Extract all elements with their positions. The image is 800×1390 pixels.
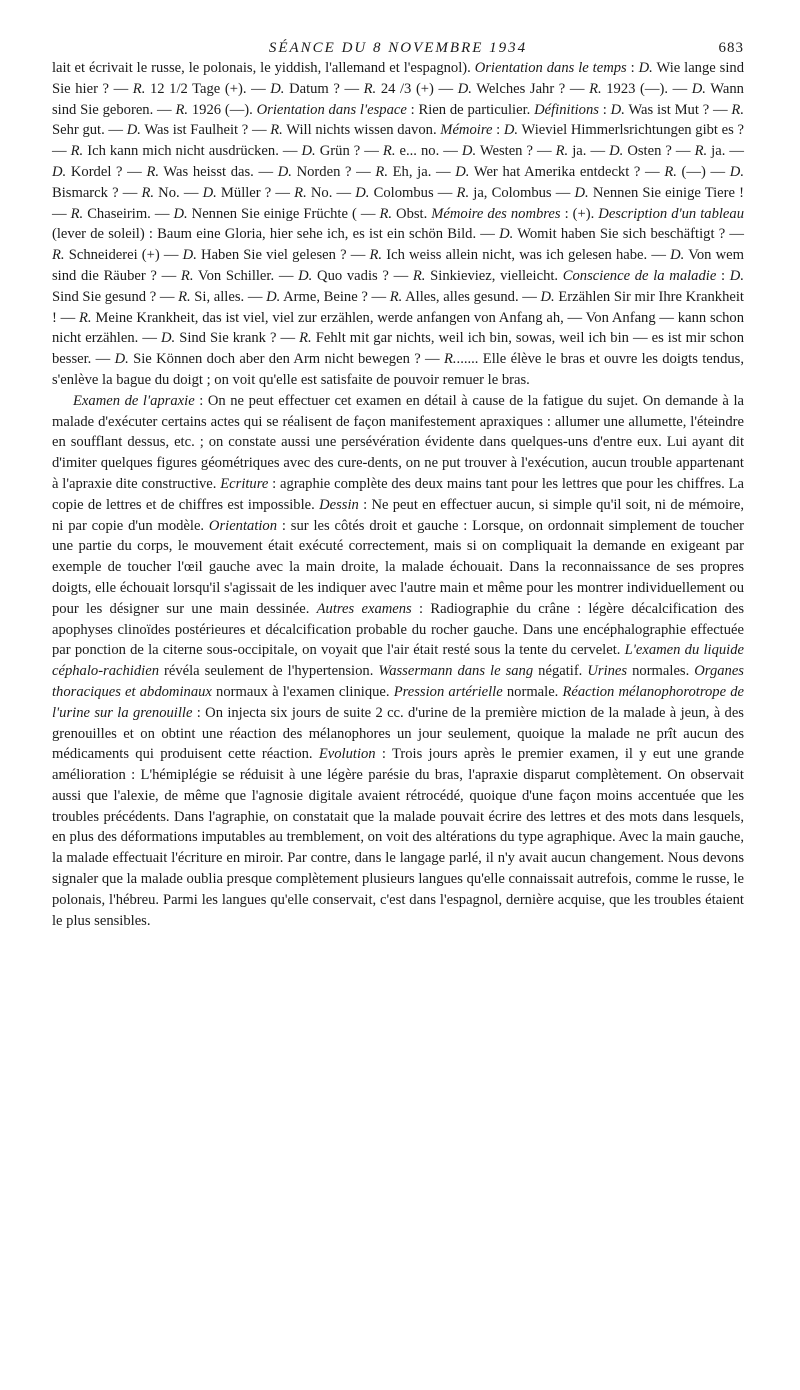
text-run: Obst. — [392, 205, 432, 222]
text-run: 1926 (—). — [188, 101, 257, 118]
italic-run: R. — [694, 143, 708, 160]
text-run: Meine Krankheit, das ist viel, viel zur erzählen, werde anfangen von Anfang ah, — Von Anfang — kann schon nicht erzählen. — — [52, 309, 744, 347]
text-run: Chaseirim. — — [83, 205, 174, 222]
italic-run: D. — [729, 163, 744, 180]
italic-run: D. — [270, 80, 285, 97]
body-text — [52, 58, 744, 931]
text-run: Sind Sie gesund ? — — [52, 288, 179, 305]
italic-run: Ecriture — [220, 475, 269, 492]
italic-run: D. — [610, 101, 625, 118]
text-run: : — [626, 60, 639, 76]
text-run: e... no. — — [395, 143, 462, 160]
italic-run: D. — [574, 184, 589, 201]
text-run: Datum ? — — [284, 80, 364, 97]
text-run: Ich kann mich nicht ausdrücken. — — [83, 143, 302, 160]
text-run: Nennen Sie einige Tiere ! — — [52, 184, 745, 222]
text-run: (lever de soleil) : Baum eine Gloria, hier sehe ich, es ist ein schön Bild. — — [52, 226, 500, 243]
text-run: : sur les côtés droit et gauche : Lorsque, on ordonnait simplement de toucher une partie du corps, le mouvement était exécuté correctement, mais si on compliquait la demande en exigeant par exemple de toucher l'œil gauche avec la main droite, la malade échouait. Dans la reconnaissance de ses propres doigts, elle échouait lorsqu'il s'agissait de les indiquer avec l'autre main et même pour les montrer individuellement ou pour les désigner sur une main dessinée. — [52, 517, 744, 617]
italic-run: D. — [691, 80, 706, 97]
italic-run: Réaction mélanophorotrope de l'urine sur la grenouille — [52, 683, 744, 721]
italic-run: R. — [375, 163, 388, 180]
text-run: Nennen Sie einige Früchte ( — — [187, 205, 380, 222]
text-run: Norden ? — — [291, 163, 376, 180]
text-run: normales. — [627, 663, 695, 680]
text-run: Wie lange sind Sie hier ? — — [52, 60, 744, 97]
paragraph-examination — [52, 391, 744, 932]
italic-run: R. — [363, 80, 377, 97]
italic-run: D. — [114, 351, 129, 368]
text-run: Osten ? — — [623, 143, 695, 160]
text-run: : Ne peut en effectuer aucun, si simple qu'il soit, ni de mémoire, ni par copie d'un modèle. — [52, 496, 744, 534]
italic-run: Examen de l'apraxie — [73, 392, 195, 409]
italic-run: R. — [270, 122, 283, 139]
text-run: : Radiographie du crâne : légère décalcification des apophyses clinoïdes postérieures et décalcification probable du rocher gauche. Dans une encéphalographie effectuée par ponction de la citerne sous-occipitale, on voyait que l'air était resté sous la tente du cervelet. — [52, 600, 744, 659]
text-run: : Trois jours après le premier examen, il y eut une grande amélioration : L'hémiplégie se réduisit à une légère parésie du bras, l'apraxie disparut complètement. On observait aussi que l'alexie, de même que l'agnosie digitale avaient rétrocédé, quoique d'une façon moins accentuée que les troubles précédents. Dans l'agraphie, on constatait que la malade pouvait écrire des lettres et des mots dans lesquels, en plus des déformations imputables au tremblement, on voit des altérations du type agraphique. Avec la main gauche, la malade effectuait l'écriture en miroir. Par contre, dans le langage parlé, il n'y avait aucun changement. Nous devons signaler que la malade oublia presque complètement plusieurs langues qu'elle connaissait autrefois, comme le russe, le polonais, l'hébreu. Parmi les langues qu'elle conservait, c'est dans l'espagnol, dernière acquise, que les troubles étaient le plus sensibles. — [52, 746, 744, 929]
italic-run: R. — [369, 247, 383, 264]
italic-run: D. — [298, 267, 313, 284]
text-run: Quo vadis ? — — [312, 267, 413, 284]
italic-run: D. — [355, 184, 370, 201]
text-run: Si, alles. — — [190, 288, 267, 305]
text-run: Von wem sind die Räuber ? — — [52, 247, 744, 284]
text-run: Bismarck ? — — [52, 184, 142, 201]
text-run: : — [492, 122, 504, 139]
italic-run: Orientation dans l'espace — [256, 101, 407, 118]
text-run: négatif. — [533, 663, 588, 680]
page-header — [52, 0, 744, 58]
text-run: ja. — — [707, 143, 744, 160]
text-run: Alles, alles gesund. — — [402, 288, 541, 305]
text-run: : Rien de particulier. — [406, 101, 535, 118]
text-run: révéla seulement de l'hypertension. — [159, 663, 379, 680]
italic-run: D. — [503, 122, 519, 139]
text-run: ja. — — [568, 143, 610, 160]
italic-run: D. — [126, 122, 141, 139]
text-run: Westen ? — — [476, 143, 556, 160]
italic-run: Orientation — [208, 517, 278, 534]
text-run: Colombus — — [369, 184, 457, 201]
italic-run: D. — [670, 247, 685, 264]
italic-run: D. — [729, 267, 744, 284]
italic-run: D. — [301, 143, 316, 160]
text-run: Was ist Faulheit ? — — [140, 122, 271, 139]
text-run: Sinkieviez, vielleicht. — [425, 267, 563, 284]
italic-run: D. — [173, 205, 188, 222]
italic-run: D. — [609, 143, 624, 160]
text-run: ...... Elle élève le bras et ouvre les doigts tendus, s'enlève la bague du doigt ; on voit qu'elle est satisfaite de pouvoir remuer le bras. — [52, 351, 744, 388]
text-run: Von Schiller. — — [193, 267, 299, 284]
italic-run: D. — [202, 184, 217, 201]
italic-run: R. — [412, 267, 426, 284]
text-run: 1923 (—). — — [601, 80, 692, 97]
italic-run: Organes thoraciques et abdominaux — [52, 663, 744, 700]
text-run: : On injecta six jours de suite 2 cc. d'urine de la première miction de la malade à jeun, à des grenouilles et on obtint une réaction des mélanophores un jour seulement, quoique la malade ne prît aucun des médicaments qui produisent cette réaction. — [52, 704, 744, 763]
italic-run: Définitions — [534, 101, 599, 118]
text-run: Eh, ja. — — [387, 163, 456, 180]
italic-run: R. — [731, 101, 744, 118]
text-run: Welches Jahr ? — — [471, 80, 590, 97]
italic-run: R. — [175, 101, 189, 118]
text-run: normaux à l'examen clinique. — [211, 683, 394, 700]
text-run: ja, Colombus — — [469, 184, 575, 201]
text-run: Wieviel Himmerlsrichtungen gibt es ? — — [52, 122, 745, 160]
text-run: Wer hat Amerika entdeckt ? — — [469, 163, 665, 180]
italic-run: D. — [638, 60, 653, 76]
italic-run: R. — [382, 143, 396, 160]
text-run: Was heisst das. — — [159, 163, 278, 180]
italic-run: R. — [389, 288, 403, 305]
paragraph-dialogue — [52, 58, 744, 391]
italic-run: R. — [70, 205, 84, 222]
text-run: Wann sind Sie geboren. — — [52, 80, 744, 118]
italic-run: Autres examens — [316, 600, 412, 617]
text-run: 12 1/2 Tage (+). — — [145, 80, 271, 97]
italic-run: R. — [70, 143, 84, 160]
italic-run: R. — [294, 184, 307, 201]
italic-run: D. — [455, 163, 470, 180]
italic-run: D. — [457, 80, 472, 97]
italic-run: R. — [178, 288, 191, 305]
italic-run: R. — [379, 205, 393, 222]
text-run: : — [716, 267, 730, 284]
italic-run: R. — [146, 163, 160, 180]
italic-run: R. — [141, 184, 155, 201]
text-run: Erzählen Sir mir Ihre Krankheit ! — — [52, 288, 744, 326]
text-run: Ich weiss allein nicht, was ich gelesen habe. — — [382, 247, 671, 264]
italic-run: R. — [79, 309, 92, 326]
text-run: Womit haben Sie sich beschäftigt ? — — [513, 226, 744, 243]
text-run: Sehr gut. — — [52, 122, 127, 139]
italic-run: R. — [132, 80, 146, 97]
text-run: Schneiderei (+) — — [64, 247, 183, 264]
running-title: SÉANCE DU 8 NOVEMBRE 1934 — [268, 40, 528, 56]
italic-run: R. — [555, 143, 569, 160]
text-run: : (+). — [560, 205, 599, 222]
italic-run: Wassermann dans le sang — [378, 663, 534, 680]
text-run: : — [598, 101, 611, 118]
italic-run: D. — [266, 288, 281, 305]
italic-run: Evolution — [318, 746, 376, 763]
text-run: Was ist Mut ? — — [624, 101, 732, 118]
italic-run: R. — [589, 80, 602, 97]
italic-run: Mémoire des nombres — [431, 205, 561, 222]
italic-run: Dessin — [319, 496, 359, 513]
text-run: Müller ? — — [216, 184, 295, 201]
text-run: normale. — [502, 683, 563, 700]
document-page — [52, 0, 744, 931]
italic-run: D. — [540, 288, 555, 305]
italic-run: Description d'un tableau — [598, 205, 744, 222]
italic-run: Urines — [587, 663, 628, 680]
italic-run: R. — [664, 163, 677, 180]
italic-run: R. — [443, 351, 457, 368]
italic-run: D. — [277, 163, 292, 180]
italic-run: R. — [456, 184, 470, 201]
text-run: Sind Sie krank ? — — [175, 330, 300, 347]
text-run: Will nichts wissen davon. — [282, 122, 441, 139]
italic-run: D. — [160, 330, 176, 347]
italic-run: Conscience de la maladie — [562, 267, 717, 284]
text-run: lait et écrivait le russe, le polonais, le yiddish, l'allemand et l'espagnol). — [52, 60, 475, 76]
italic-run: D. — [182, 247, 197, 264]
italic-run: Orientation dans le temps — [474, 60, 627, 76]
text-run: (—) — — [676, 163, 730, 180]
italic-run: R. — [52, 247, 65, 264]
page-number: 683 — [718, 40, 744, 56]
text-run: : agraphie complète des deux mains tant pour les lettres que pour les chiffres. La copie de lettres et de chiffres est impossible. — [52, 475, 744, 513]
text-run: Arme, Beine ? — — [280, 288, 390, 305]
text-run: Fehlt mit gar nichts, weil ich bin, sowas, weil ich bin — es ist mir schon besser. — — [52, 330, 744, 368]
text-run: Sie Können doch aber den Arm nicht bewegen ? — — [128, 351, 444, 368]
italic-run: L'examen du liquide céphalo-rachidien — [52, 642, 744, 680]
text-run: : On ne peut effectuer cet examen en détail à cause de la fatigue du sujet. On demande à la malade d'exécuter certains actes qui se réalisent de façon manifestement apraxiques : allumer une allumette, l'éteindre en soufflant dessus, etc. ; on constate aussi une persévération évidente dans quelques-uns d'entre eux. Lui ayant dit d'imiter quelques figures géométriques avec des cure-dents, on ne put trouver à l'exécution, aucun trouble appartenant à l'apraxie dite constructive. — [52, 392, 744, 492]
italic-run: D. — [499, 226, 514, 243]
text-run: No. — — [154, 184, 203, 201]
text-run: 24 /3 (+) — — [376, 80, 458, 97]
italic-run: R. — [299, 330, 312, 347]
text-run: Kordel ? — — [66, 163, 147, 180]
text-run: Haben Sie viel gelesen ? — — [196, 247, 370, 264]
italic-run: D. — [461, 143, 477, 160]
italic-run: D. — [52, 163, 67, 180]
text-run: Grün ? — — [315, 143, 383, 160]
italic-run: R. — [180, 267, 194, 284]
text-run: No. — — [306, 184, 356, 201]
italic-run: Mémoire — [440, 122, 493, 139]
italic-run: Pression artérielle — [393, 683, 503, 700]
